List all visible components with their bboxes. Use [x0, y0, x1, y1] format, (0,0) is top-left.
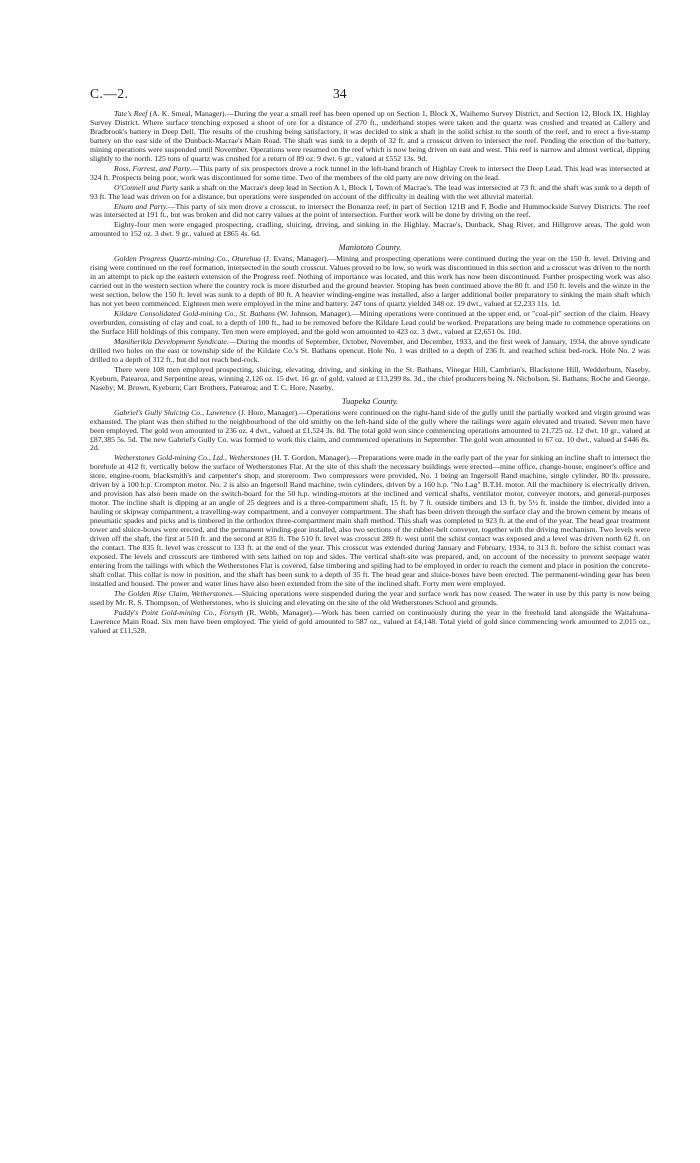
report-paragraph [90, 338, 650, 365]
paragraph-text: (W. Johnson, Manager).—Mining operations were continued at the upper end, or "coal-pit" section of the claim. Heavy overburden, consisting of clay and coal, to a depth of 100 ft., had to be removed before the Kildare Lead could be worked. Preparations are being made to commence operations on the Surface Hill holdings of this company. Ten men were employed, and the gold won amounted to 423 oz. 3 dwt., valued at £2,651 0s. 10d. [90, 309, 650, 336]
paragraph-text: (R. Webb, Manager).—Work has been carried on continuously during the year in the freehold land alongside the Waitahuna-Lawrence Main Road. Six men have been employed. The yield of gold amounted to 587 oz., valued at £4,148. Total yield of gold since commencing work amounted to 2,015 oz., valued at £11,528. [90, 607, 650, 635]
page-reference: C.—2. [90, 86, 129, 101]
paragraph-text: —During the months of September, October, November, and December, 1933, and the first week of January, 1934, the above syndicate drilled two holes on the east or township side of the Kildare Co.'s St. Bathans opencut. Hole No. 1 was drilled to a depth of 236 ft. and reached schist bed-rock. Hole No. 2 was drilled to a depth of 312 ft., but did not reach bed-rock. [90, 336, 650, 364]
paragraph-text: —Sluicing operations were suspended during the year and surface work has now ceased. The water in use by this party is now being used by Mr. R. S. Thompson, of Wetherstones, who is sluicing and elevating on the site of the old Wetherstones School and grounds. [90, 588, 650, 607]
report-paragraph [90, 165, 650, 183]
paragraph-lead: O'Connell and Party [114, 182, 179, 192]
paragraph-lead: Tate's Reef [114, 109, 148, 118]
report-paragraph [90, 203, 650, 221]
report-paragraph [90, 221, 650, 239]
report-paragraph [90, 366, 650, 393]
report-paragraph [90, 590, 650, 608]
report-paragraph [90, 454, 650, 588]
paragraph-text: —This party of six men drove a crosscut, to intersect the Bonanza reef, in part of Section 121B and F, Bodie and Hummockside Survey Districts. The reef was intersected at 191 ft., but was broken and did not carry values at the point of intersection. Further work will be done by driving on the reef. [90, 201, 650, 220]
paragraph-text: Eighty-four men were engaged prospecting, cradling, sluicing, driving, and sinking in the Highlay, Macrae's, Dunback, Shag River, and Hillgrove areas. The gold won amounted to 152 oz. 3 dwt. 9 gr., valued at £865 4s. 6d. [90, 220, 650, 239]
paragraph-lead: Kildare Consolidated Gold-mining Co., St. Bathans [114, 309, 275, 319]
report-paragraph [90, 255, 650, 309]
report-paragraph [90, 409, 650, 454]
paragraph-text: (H. T. Gordon, Manager).—Preparations were made in the early part of the year for sinking an incline shaft to intersect the borehole at 412 ft. vertically below the surface of Wetherstones Flat. At the site of this shaft the necessary buildings were erected—mine office, change-house, engineer's office and store, engine-room, blacksmith's and carpenter's shop, and storeroom. Two compressors were provided, No. 1 being an Ingersoll Rand machine, single cylinder, 80 lb. pressure, driven by a 100 h.p. Crompton motor. No. 2 is also an Ingersoll Rand machine, twin cylinders, driven by a 160 h.p. "No Lag" B.T.H. motor. All the machinery is electrically driven, and provision has also been made on the switch-board for the 50 h.p. winding-motors at the inclined and vertical shafts, ventilator motor, conveyer motors, and general-purposes motor. The incline shaft is dipping at an angle of 25 degrees and is a three-compartment shaft, 15 ft. by 7 ft. outside timbers and 13 ft. by 5½ ft. inside the timber, divided into a hauling or skipway compartment, a travelling-way compartment, and a conveyer compartment. The shaft has been driven through the surface clay and the brown cement by means of pneumatic spades and picks and is timbered in the orthodox three-compartment main shaft method. This shaft was completed to 923 ft. at the end of the year. The head gear treatment tower and sluice-boxes were erected, and the permanent winding-gear installed, also two sections of the rubber-belt conveyer, together with the driving mechanism. Two levels were driven off the shaft, the first at 510 ft. and the second at 835 ft. The 510 ft. level was crosscut 289 ft. west until the schist contact was exposed and a level was driven north 62 ft. on the contact. The 835 ft. level was crosscut to 133 ft. at the end of the year. This crosscut was extended during January and February, 1934, to 313 ft. before the schist contact was exposed. The levels and crosscuts are timbered with sets lathed on top and sides. The vertical shaft-site was prepared, and, on account of the necessity to prevent seepage water entering from the tailings with which the Wetherstones Flat is covered, false timbering and spiling had to be employed in order to reach the cement and place in position the concrete-shaft collar. This collar is now in position, and the shaft has been sunk to a depth of 35 ft. The head gear and sluice-boxes have been erected. The permanent-winding gear has been installed and housed. The power and water lines have also been extended from the site of the inclined shaft. Forty men were employed. [90, 453, 650, 588]
paragraph-lead: Paddy's Point Gold-mining Co., Forsyth [114, 607, 244, 617]
paragraph-text: There were 108 men employed prospecting, sluicing, elevating, driving, and sinking in the St. Bathans, Vinegar Hill, Cambrian's, Blackstone Hill, Wedderburn, Naseby, Kyeburn, Patearoa, and Serpentine areas, winning 2,126 oz. 15 dwt. 16 gr. of gold, valued at £13,299 8s. 3d., the chief producers being N. Nicholson, St. Bathans; Roche and George, Naseby; M. Brown, Kyeburn; Carr Brothers, Patearoa; and T. C. Hore, Naseby. [90, 364, 650, 392]
report-paragraph [90, 110, 650, 164]
paragraph-lead: Elsum and Party. [114, 201, 168, 211]
report-paragraph [90, 184, 650, 202]
paragraph-lead: Wetherstones Gold-mining Co., Ltd., Wetherstones [114, 453, 270, 463]
report-paragraph [90, 310, 650, 337]
paragraph-text: (J. Evans, Manager).—Mining and prospecting operations were continued during the year on the 150 ft. level. Driving and rising were continued on the reef formation, intersected in the south crosscut. Values proved to be low, so work was discontinued in this section and a crosscut was driven to the north in an attempt to pick up the eastern extension of the Progress reef. Nothing of importance was located, and this work has now been discontinued. Further prospecting work was also carried out in the western section where the country rock is more disturbed and the ground heavier. Stoping has been continued above the 80 ft. and 150 ft. levels and the winze in the west section, below the 150 ft. level was sunk to a depth of 80 ft. A heavier winding-engine was installed, also a larger additional boiler preparatory to sinking the main shaft which has not yet been commenced. Eighteen men were employed in the mine and battery. 247 tons of quartz yielded 348 oz. 19 dwt., valued at £2,233 11s. 1d. [90, 254, 650, 309]
paragraph-lead: Golden Progress Quartz-mining Co., Oturehua [114, 254, 262, 264]
report-paragraph [90, 609, 650, 636]
paragraph-lead: Gabriel's Gully Sluicing Co., Lawrence [114, 407, 237, 417]
paragraph-text: sank a shaft on the Macrae's deep lead in Section A 1, Block I, Town of Macrae's. The lead was intersected at 73 ft. and the shaft was sunk to a depth of 93 ft. The lead was driven on for a distance, but operations were suspended on account of the difficulty in dealing with the wet alluvial material. [90, 182, 650, 201]
paragraph-text: (A. K. Smeal, Manager).—During the year a small reef has been opened up on Section 1, Block X, Waihemo Survey District, and Section 12, Block IX, Highlay Survey District. Where surface trenching exposed a shoot of ore for a distance of 270 ft., underhand stopes were taken and the quartz was crushed and treated at Callery and Bradbrook's battery in Deep Dell. The results of the crushing being satisfactory, it was decided to sink a shaft in the solid schist to the south of the reef, and to erect a five-stamp battery on the east side of the Dunback-Macrae's Main Road. The shaft was sunk to a depth of 32 ft. and a crosscut driven to intersect the reef. Pending the erection of the battery, mining operations were suspended until November. Operations were resumed on the reef which is now being driven on east and west. This reef is narrow and almost vertical, dipping slightly to the north. 125 tons of quartz was crushed for a return of 89 oz. 9 dwt. 6 gr., valued at £552 13s. 9d. [90, 109, 650, 163]
report-body [90, 110, 650, 635]
paragraph-lead: Maniherikia Development Syndicate. [114, 336, 229, 346]
page-header [90, 86, 644, 104]
paragraph-lead: The Golden Rise Claim, Wetherstones. [114, 588, 234, 598]
county-heading: Tuapeka County. [341, 396, 399, 406]
paragraph-text: (J. Hore, Manager).—Operations were continued on the right-hand side of the gully until the partially worked and virgin ground was exhausted. The plant was then shifted to the neighbourhood of the old smithy on the left-hand side of the gully where the tailings were again elevated and treated. Seven men have been employed. The gold won amounted to 236 oz. 4 dwt., valued at £1,524 3s. 8d. The total gold won since commencing operations amounted to 21,725 oz. 12 dwt. 10 gr., valued at £87,385 5s. 5d. The new Gabriel's Gully Co. was formed to work this claim, and commenced operations in September. The gold won amounted to 67 oz. 10 dwt., valued at £446 8s. 2d. [90, 407, 651, 453]
page-number: 34 [333, 86, 347, 101]
county-heading: Maniototo County. [338, 243, 402, 253]
paragraph-text: —This party of six prospectors drove a rock tunnel in the left-hand branch of Highlay Creek to intersect the Deep Lead. This lead was intersected at 324 ft. Prospects being poor, work was discontinued for some time. Two of the members of the old party are now driving on the lead. [90, 163, 650, 182]
paragraph-lead: Ross, Forrest, and Party. [114, 163, 192, 173]
